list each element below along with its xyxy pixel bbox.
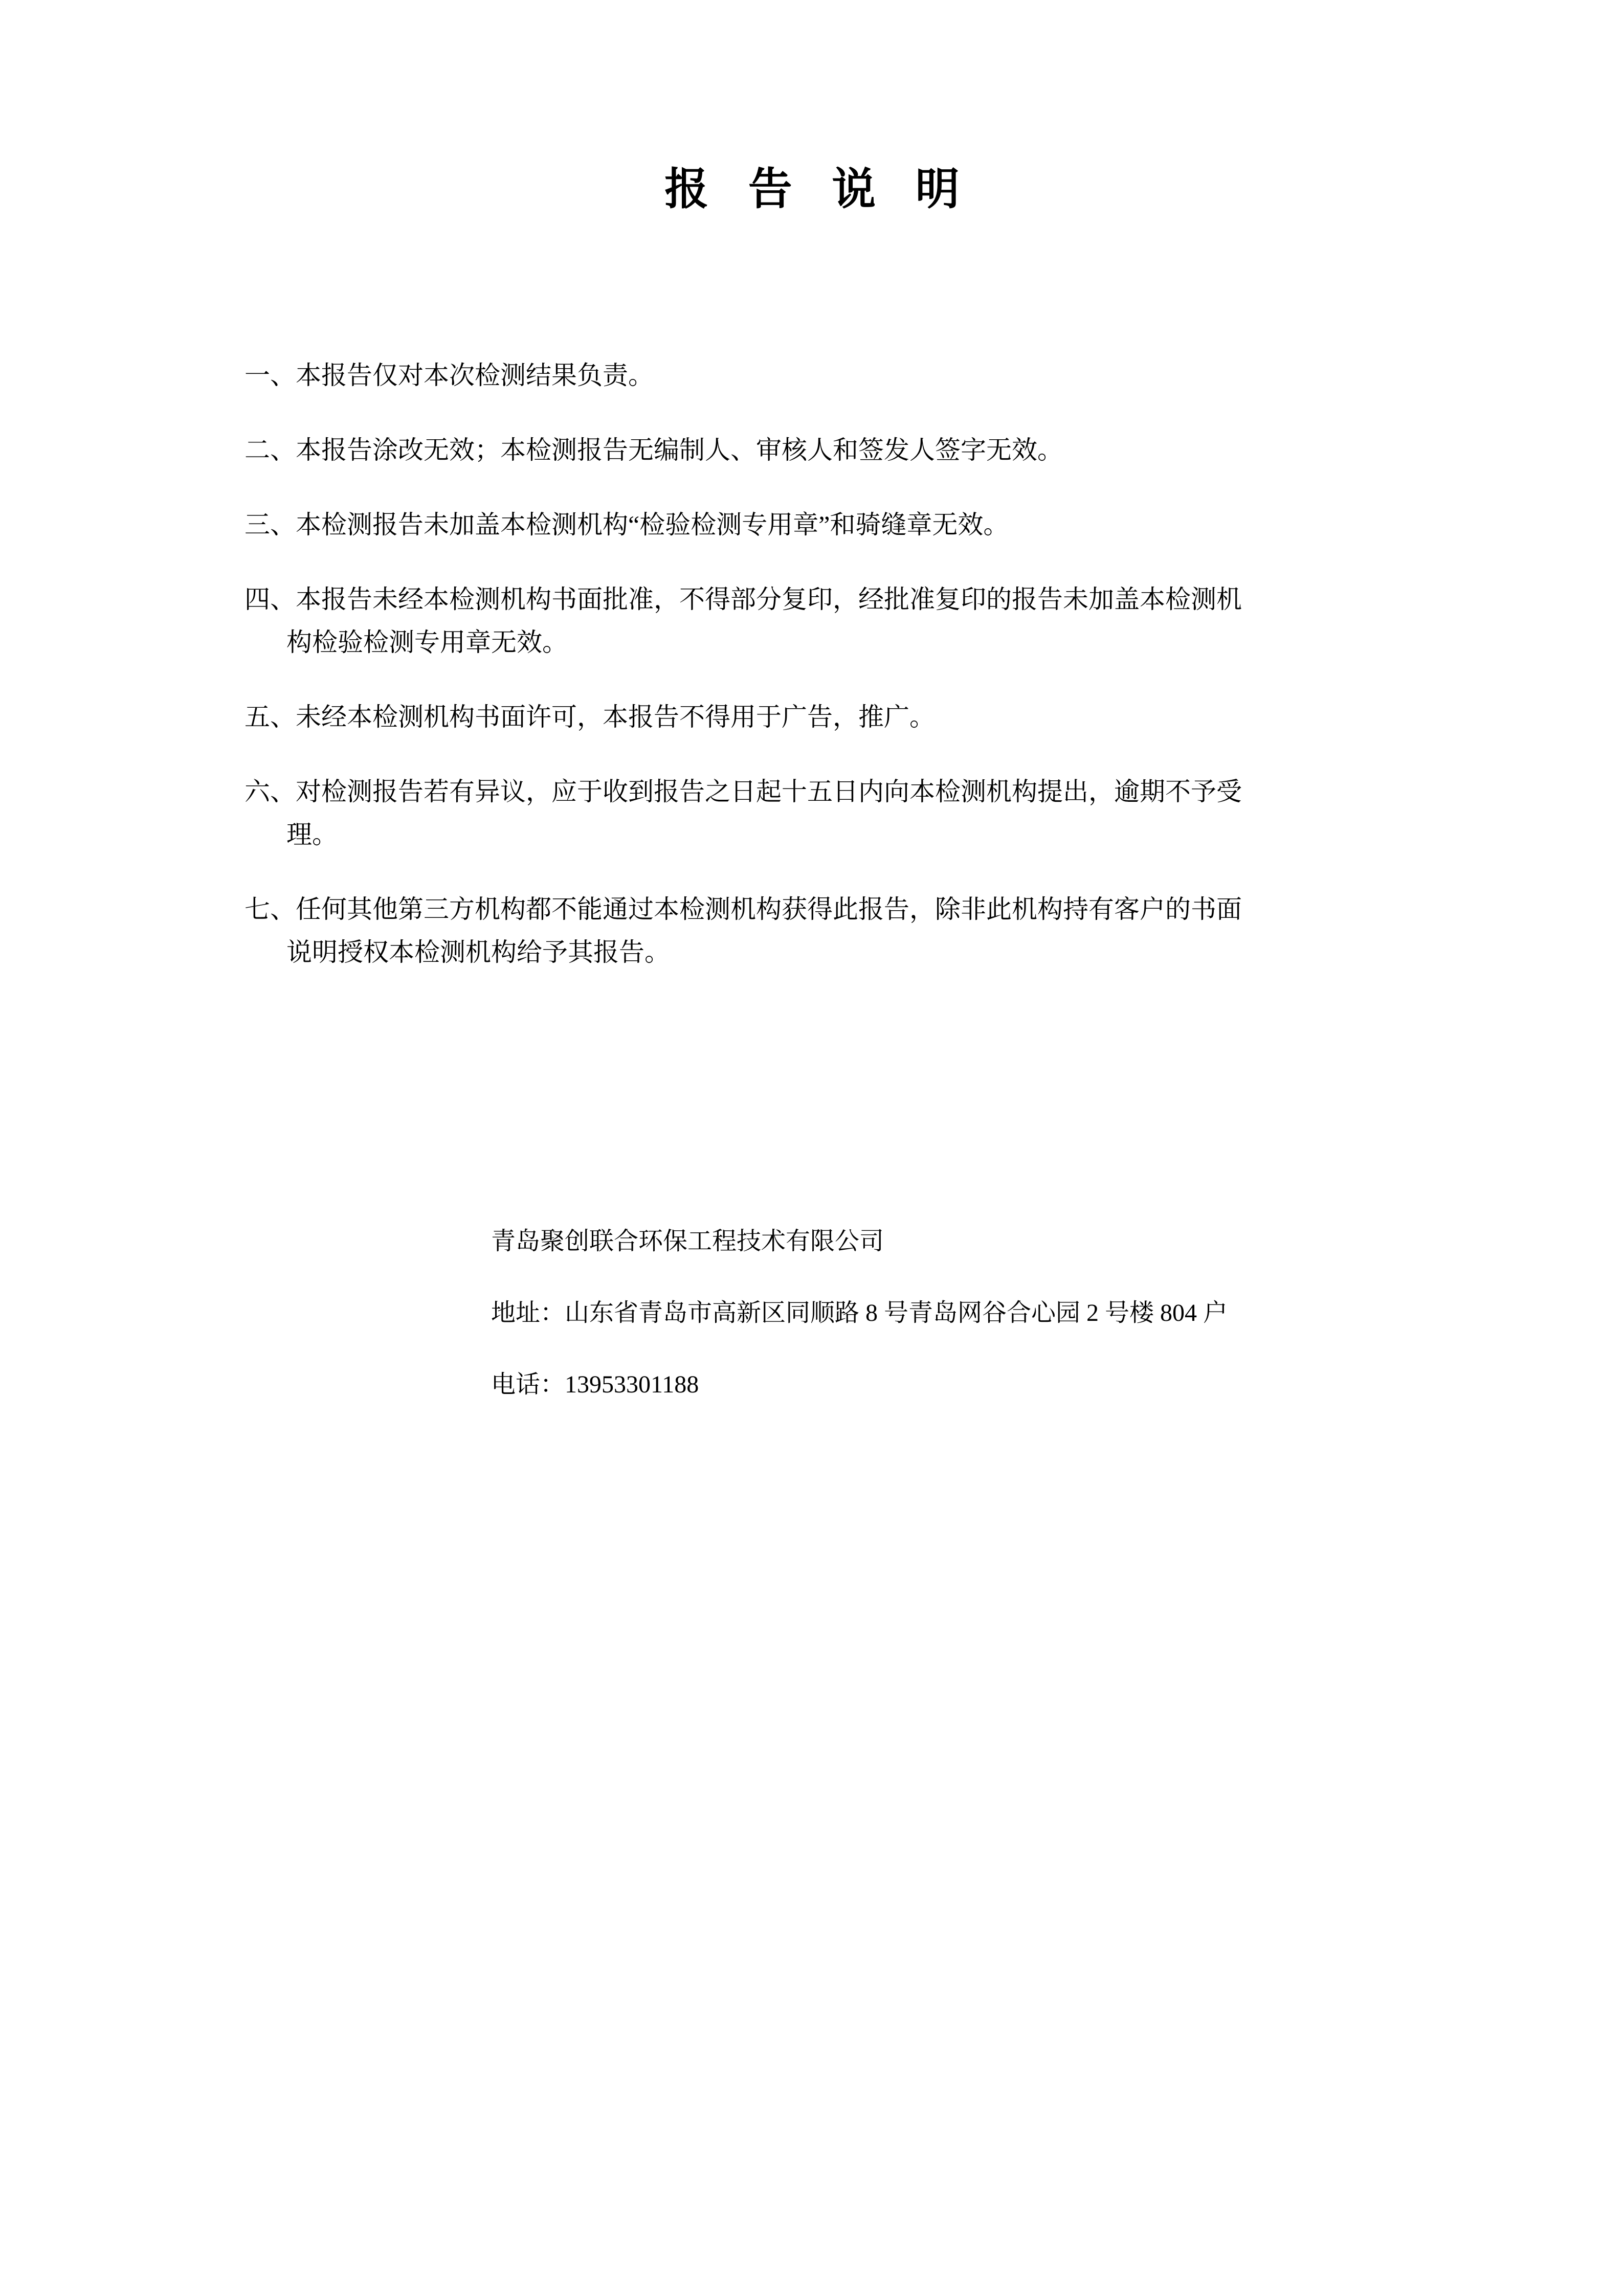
page-title: 报 告 说 明 xyxy=(664,165,974,214)
company-address: 地址：山东省青岛市高新区同顺路 8 号青岛网谷合心园 2 号楼 804 户 xyxy=(491,1299,1228,1326)
clause-text: 二、本报告涂改无效；本检测报告无编制人、审核人和签发人签字无效。 xyxy=(244,436,1063,464)
clause-text: 四、本报告未经本检测机构书面批准，不得部分复印，经批准复印的报告未加盖本检测机 xyxy=(244,585,1242,614)
clause-item-6 xyxy=(244,770,1399,856)
clause-continuation: 说明授权本检测机构给予其报告。 xyxy=(286,938,670,966)
clause-item-2 xyxy=(244,429,1399,471)
company-name: 青岛聚创联合环保工程技术有限公司 xyxy=(491,1228,884,1255)
clause-continuation: 理。 xyxy=(286,820,338,849)
clause-text: 七、任何其他第三方机构都不能通过本检测机构获得此报告，除非此机构持有客户的书面 xyxy=(244,895,1242,924)
clause-text: 六、对检测报告若有异议，应于收到报告之日起十五日内向本检测机构提出，逾期不予受 xyxy=(244,777,1242,806)
company-phone: 电话：13953301188 xyxy=(491,1371,699,1398)
clause-list xyxy=(0,354,1624,974)
clause-item-5 xyxy=(244,695,1399,738)
clause-continuation: 构检验检测专用章无效。 xyxy=(286,628,568,657)
clause-item-1 xyxy=(244,354,1399,397)
clause-text: 三、本检测报告未加盖本检测机构“检验检测专用章”和骑缝章无效。 xyxy=(244,510,1009,539)
company-footer xyxy=(0,1229,1624,1397)
clause-text: 一、本报告仅对本次检测结果负责。 xyxy=(244,361,654,390)
clause-text: 五、未经本检测机构书面许可，本报告不得用于广告，推广。 xyxy=(244,703,935,731)
clause-item-3 xyxy=(244,503,1399,546)
clause-item-7 xyxy=(244,888,1399,974)
clause-item-4 xyxy=(244,578,1399,664)
